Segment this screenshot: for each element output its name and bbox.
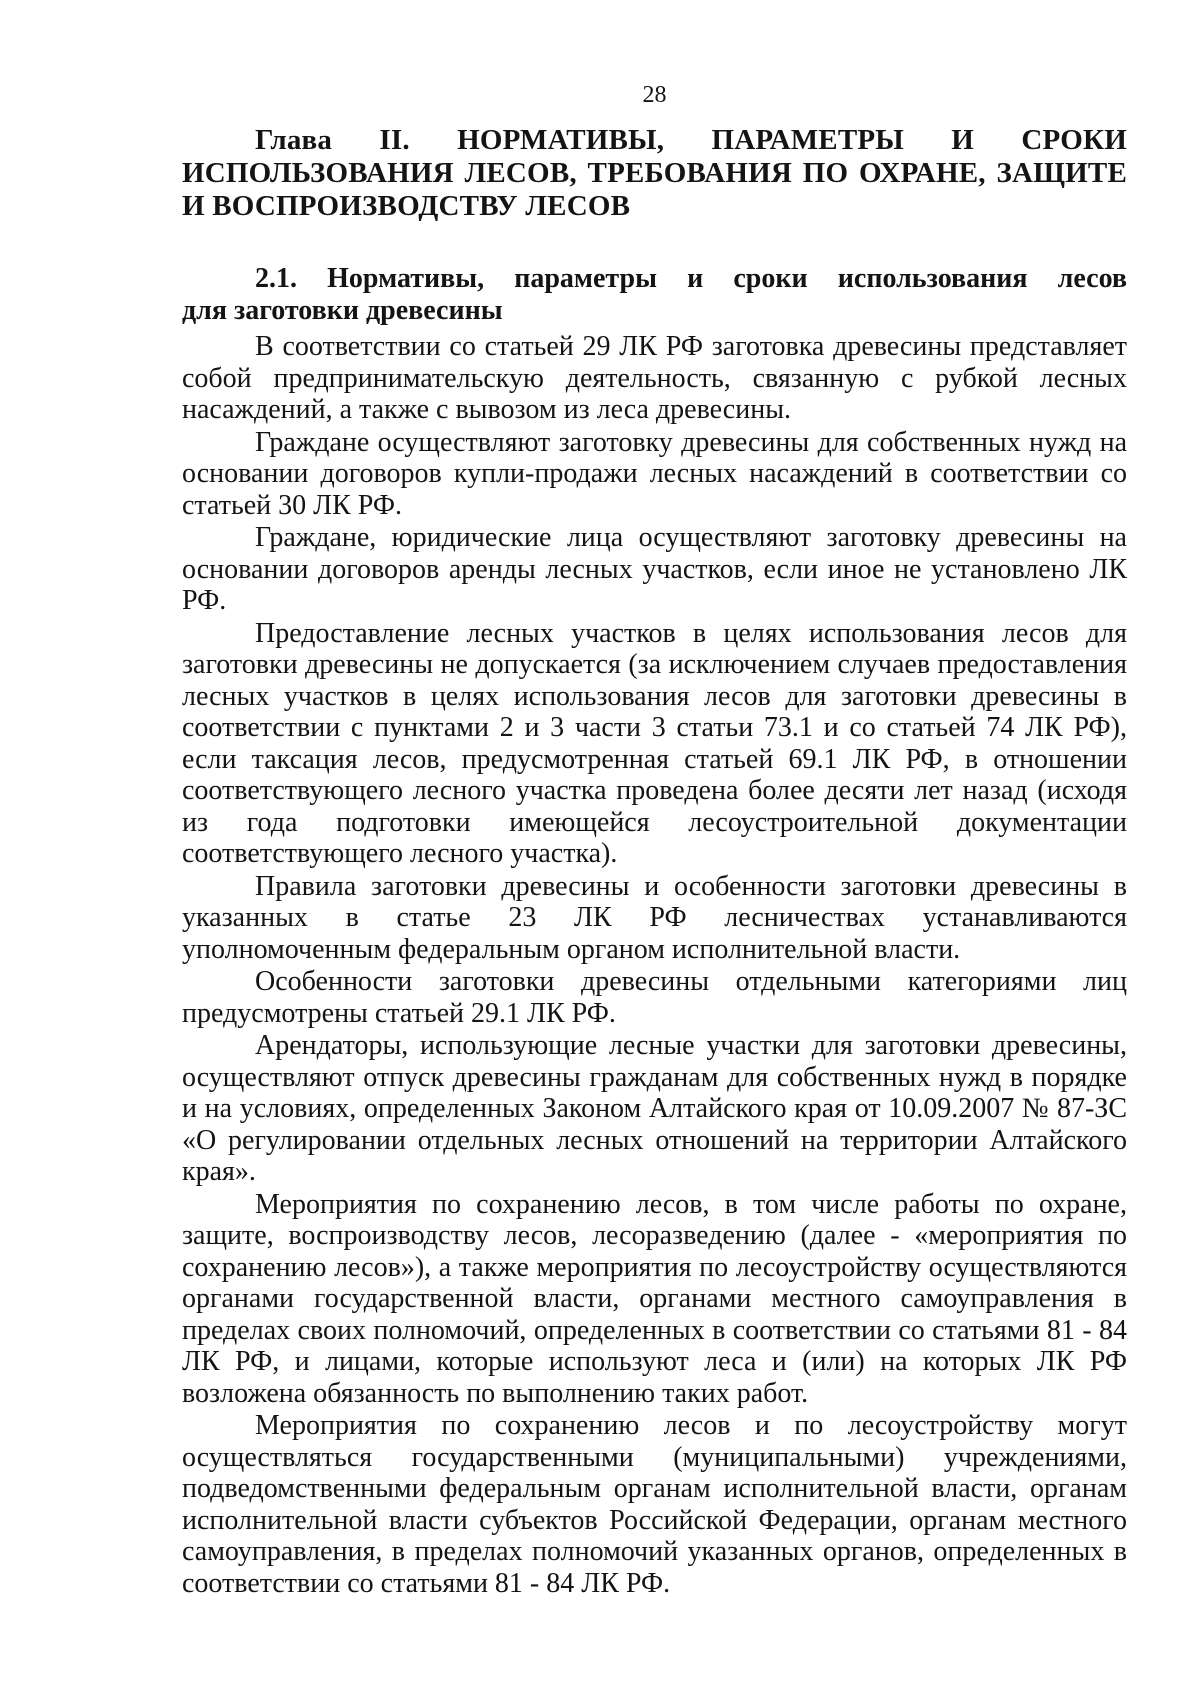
paragraph: Предоставление лесных участков в целях использования лесов для заготовки древесины не допускается (за исключением случаев предоставления лесных участков в целях использования лесов для заготовки древесины в соответствии с пунктами 2 и 3 части 3 статьи 73.1 и со статьей 74 ЛК РФ), если таксация лесов, предусмотренная статьей 69.1 ЛК РФ, в отношении соответствующего лесного участка проведена более десяти лет назад (исходя из года подготовки имеющейся лесоустроительной документации соответствующего лесного участка). [182,617,1127,869]
page-number: 28 [642,82,667,108]
chapter-title-rest: ИСПОЛЬЗОВАНИЯ ЛЕСОВ, ТРЕБОВАНИЯ ПО ОХРАНЕ, ЗАЩИТЕ И ВОСПРОИЗВОДСТВУ ЛЕСОВ [182,157,1127,222]
section-title [182,263,1127,327]
section-title-rest: для заготовки древесины [182,295,503,326]
section-title-first-line: 2.1. Нормативы, параметры и сроки использования лесов [255,263,1127,294]
paragraph: Особенности заготовки древесины отдельными категориями лиц предусмотрены статьей 29.1 ЛК РФ. [182,966,1127,1029]
paragraph: Арендаторы, использующие лесные участки для заготовки древесины, осуществляют отпуск древесины гражданам для собственных нужд в порядке и на условиях, определенных Законом Алтайского края от 10.09.2007 № 87-ЗС «О регулировании отдельных лесных отношений на территории Алтайского края». [182,1030,1127,1187]
paragraph: Правила заготовки древесины и особенности заготовки древесины в указанных в статье 23 ЛК РФ лесничествах устанавливаются уполномоченным федеральным органом исполнительной власти. [182,870,1127,965]
document-page [182,80,1127,1599]
paragraph: Мероприятия по сохранению лесов и по лесоустройству могут осуществляться государственными (муниципальными) учреждениями, подведомственными федеральным органам исполнительной власти, органам исполнительной власти субъектов Российской Федерации, органам местного самоуправления, в пределах полномочий указанных органов, определенных в соответствии со статьями 81 - 84 ЛК РФ. [182,1410,1127,1599]
paragraph: Мероприятия по сохранению лесов, в том числе работы по охране, защите, воспроизводству лесов, лесоразведению (далее - «мероприятия по сохранению лесов»), а также мероприятия по лесоустройству осуществляются органами государственной власти, органами местного самоуправления в пределах своих полномочий, определенных в соответствии со статьями 81 - 84 ЛК РФ, и лицами, которые используют леса и (или) на которых ЛК РФ возложена обязанность по выполнению таких работ. [182,1188,1127,1409]
chapter-title-first-line: Глава II. НОРМАТИВЫ, ПАРАМЕТРЫ И СРОКИ [255,124,1127,156]
paragraph: Граждане осуществляют заготовку древесины для собственных нужд на основании договоров купли-продажи лесных насаждений в соответствии со статьей 30 ЛК РФ. [182,426,1127,521]
paragraph: В соответствии со статьей 29 ЛК РФ заготовка древесины представляет собой предпринимательскую деятельность, связанную с рубкой лесных насаждений, а также с вывозом из леса древесины. [182,331,1127,425]
paragraph: Граждане, юридические лица осуществляют заготовку древесины на основании договоров аренды лесных участков, если иное не установлено ЛК РФ. [182,522,1127,616]
chapter-title [182,124,1127,223]
